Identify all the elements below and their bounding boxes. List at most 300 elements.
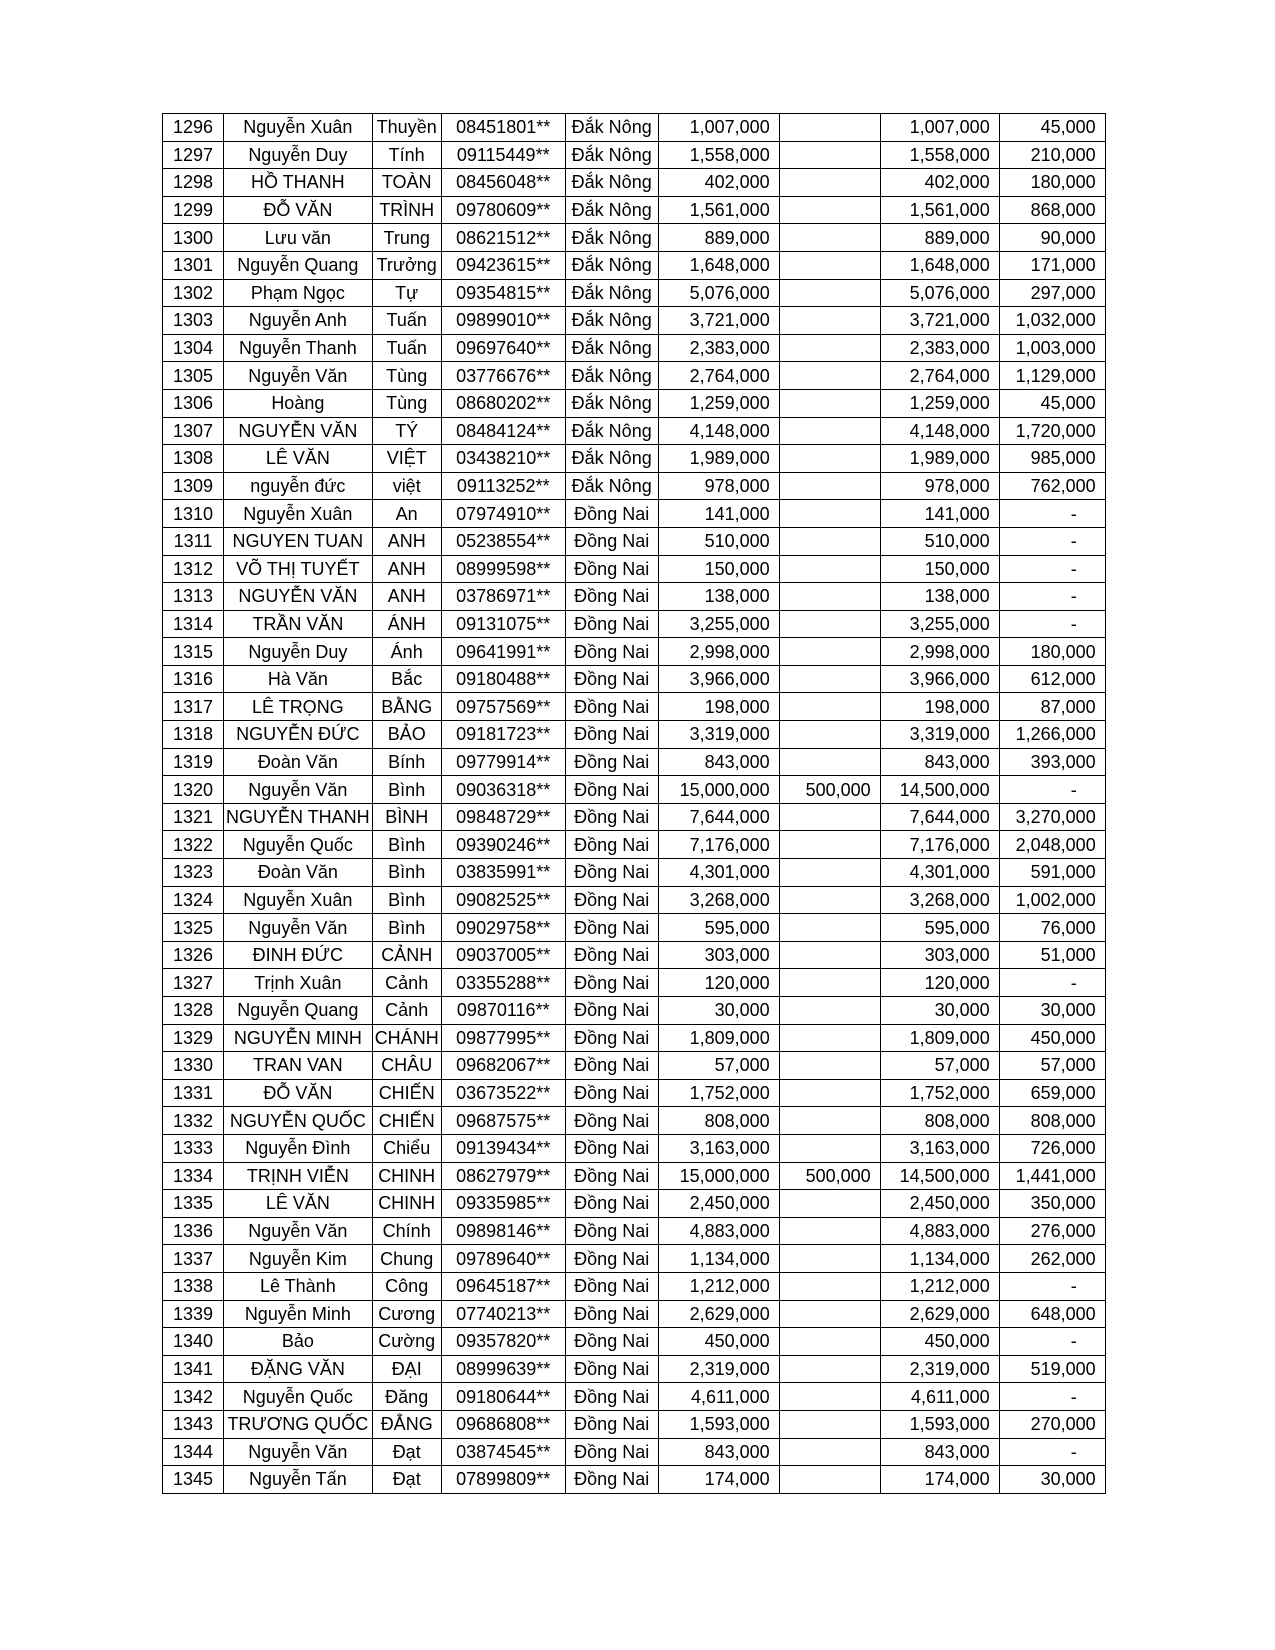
cell-net-amount: 843,000 [880,748,999,776]
cell-net-amount: 1,007,000 [880,114,999,142]
cell-family-middle-name: Nguyễn Văn [224,362,373,390]
cell-row-number: 1339 [163,1300,224,1328]
cell-net-amount: 1,558,000 [880,141,999,169]
cell-phone-number: 09779914** [441,748,565,776]
cell-deduction [779,1410,880,1438]
cell-balance: 519,000 [999,1355,1105,1383]
cell-deduction [779,1438,880,1466]
cell-balance: 1,129,000 [999,362,1105,390]
cell-amount: 4,301,000 [658,859,779,887]
cell-province: Đắk Nông [565,196,658,224]
cell-deduction [779,1079,880,1107]
cell-family-middle-name: Nguyễn Tấn [224,1466,373,1494]
cell-phone-number: 09697640** [441,334,565,362]
cell-net-amount: 2,998,000 [880,638,999,666]
cell-deduction [779,831,880,859]
cell-province: Đồng Nai [565,914,658,942]
cell-given-name: Chính [372,1217,441,1245]
cell-family-middle-name: Trịnh Xuân [224,969,373,997]
cell-balance: 659,000 [999,1079,1105,1107]
cell-row-number: 1335 [163,1190,224,1218]
cell-net-amount: 2,319,000 [880,1355,999,1383]
cell-balance: 1,032,000 [999,307,1105,335]
cell-family-middle-name: Nguyễn Văn [224,776,373,804]
cell-phone-number: 08484124** [441,417,565,445]
cell-given-name: việt [372,472,441,500]
cell-province: Đồng Nai [565,1052,658,1080]
cell-family-middle-name: TRAN VAN [224,1052,373,1080]
cell-given-name: CHIẾN [372,1079,441,1107]
cell-net-amount: 510,000 [880,527,999,555]
cell-family-middle-name: Đoàn Văn [224,859,373,887]
cell-net-amount: 978,000 [880,472,999,500]
cell-given-name: CHÁNH [372,1024,441,1052]
cell-phone-number: 08627979** [441,1162,565,1190]
cell-net-amount: 595,000 [880,914,999,942]
cell-net-amount: 843,000 [880,1438,999,1466]
cell-phone-number: 09686808** [441,1410,565,1438]
cell-amount: 2,319,000 [658,1355,779,1383]
table-row [163,638,1106,666]
cell-row-number: 1340 [163,1328,224,1356]
table-row [163,1079,1106,1107]
cell-amount: 1,212,000 [658,1272,779,1300]
cell-net-amount: 57,000 [880,1052,999,1080]
cell-amount: 3,268,000 [658,886,779,914]
cell-amount: 595,000 [658,914,779,942]
table-row [163,334,1106,362]
cell-phone-number: 03786971** [441,583,565,611]
cell-deduction [779,1466,880,1494]
cell-deduction [779,472,880,500]
cell-province: Đồng Nai [565,610,658,638]
cell-row-number: 1306 [163,389,224,417]
cell-phone-number: 09390246** [441,831,565,859]
cell-balance: 45,000 [999,114,1105,142]
cell-balance: 726,000 [999,1134,1105,1162]
table-row [163,362,1106,390]
table-row [163,969,1106,997]
table-row [163,1272,1106,1300]
cell-province: Đồng Nai [565,693,658,721]
cell-given-name: Cương [372,1300,441,1328]
cell-balance: 276,000 [999,1217,1105,1245]
table-row [163,1134,1106,1162]
cell-amount: 2,764,000 [658,362,779,390]
cell-phone-number: 03438210** [441,445,565,473]
cell-amount: 1,259,000 [658,389,779,417]
cell-amount: 2,629,000 [658,1300,779,1328]
cell-row-number: 1298 [163,169,224,197]
cell-given-name: Cảnh [372,969,441,997]
cell-amount: 402,000 [658,169,779,197]
cell-deduction [779,1052,880,1080]
cell-net-amount: 3,255,000 [880,610,999,638]
cell-phone-number: 09848729** [441,803,565,831]
cell-phone-number: 09877995** [441,1024,565,1052]
cell-amount: 4,148,000 [658,417,779,445]
cell-family-middle-name: Nguyễn Văn [224,1438,373,1466]
cell-row-number: 1311 [163,527,224,555]
cell-family-middle-name: nguyễn đức [224,472,373,500]
cell-province: Đắk Nông [565,279,658,307]
cell-province: Đồng Nai [565,1410,658,1438]
cell-deduction [779,638,880,666]
cell-balance: 57,000 [999,1052,1105,1080]
table-row [163,886,1106,914]
cell-deduction [779,941,880,969]
cell-family-middle-name: Nguyễn Xuân [224,114,373,142]
cell-deduction [779,1024,880,1052]
cell-province: Đắk Nông [565,389,658,417]
cell-net-amount: 7,644,000 [880,803,999,831]
cell-row-number: 1330 [163,1052,224,1080]
cell-net-amount: 3,163,000 [880,1134,999,1162]
cell-row-number: 1342 [163,1383,224,1411]
cell-amount: 1,752,000 [658,1079,779,1107]
table-row [163,196,1106,224]
cell-phone-number: 09335985** [441,1190,565,1218]
cell-phone-number: 09789640** [441,1245,565,1273]
cell-deduction [779,1245,880,1273]
cell-family-middle-name: NGUYỄN ĐỨC [224,721,373,749]
cell-family-middle-name: TRƯƠNG QUỐC [224,1410,373,1438]
cell-given-name: Thuyền [372,114,441,142]
table-row [163,1383,1106,1411]
cell-net-amount: 1,259,000 [880,389,999,417]
cell-row-number: 1316 [163,665,224,693]
cell-family-middle-name: LÊ VĂN [224,445,373,473]
cell-net-amount: 1,212,000 [880,1272,999,1300]
cell-amount: 4,611,000 [658,1383,779,1411]
cell-balance: 450,000 [999,1024,1105,1052]
table-row [163,555,1106,583]
cell-phone-number: 09139434** [441,1134,565,1162]
cell-phone-number: 09898146** [441,1217,565,1245]
cell-province: Đồng Nai [565,527,658,555]
cell-net-amount: 1,648,000 [880,251,999,279]
cell-given-name: BÌNH [372,803,441,831]
cell-amount: 3,721,000 [658,307,779,335]
cell-net-amount: 4,883,000 [880,1217,999,1245]
cell-net-amount: 138,000 [880,583,999,611]
cell-phone-number: 08451801** [441,114,565,142]
cell-given-name: An [372,500,441,528]
table-row [163,721,1106,749]
cell-net-amount: 120,000 [880,969,999,997]
cell-amount: 1,134,000 [658,1245,779,1273]
cell-amount: 15,000,000 [658,1162,779,1190]
cell-row-number: 1315 [163,638,224,666]
cell-family-middle-name: TRẦN VĂN [224,610,373,638]
cell-family-middle-name: Bảo [224,1328,373,1356]
cell-phone-number: 08999639** [441,1355,565,1383]
cell-amount: 889,000 [658,224,779,252]
cell-province: Đồng Nai [565,500,658,528]
cell-province: Đồng Nai [565,583,658,611]
cell-amount: 450,000 [658,1328,779,1356]
cell-province: Đồng Nai [565,721,658,749]
cell-phone-number: 05238554** [441,527,565,555]
cell-province: Đắk Nông [565,141,658,169]
table-row [163,1024,1106,1052]
cell-row-number: 1333 [163,1134,224,1162]
cell-net-amount: 402,000 [880,169,999,197]
table-row [163,307,1106,335]
cell-family-middle-name: Nguyễn Duy [224,141,373,169]
cell-amount: 1,648,000 [658,251,779,279]
cell-deduction [779,803,880,831]
cell-balance: 868,000 [999,196,1105,224]
cell-family-middle-name: Lưu văn [224,224,373,252]
cell-amount: 57,000 [658,1052,779,1080]
cell-balance: 297,000 [999,279,1105,307]
cell-net-amount: 4,301,000 [880,859,999,887]
cell-family-middle-name: Nguyễn Văn [224,1217,373,1245]
cell-deduction [779,969,880,997]
cell-deduction [779,1355,880,1383]
cell-net-amount: 4,148,000 [880,417,999,445]
cell-balance: 808,000 [999,1107,1105,1135]
cell-deduction [779,721,880,749]
cell-family-middle-name: NGUYỄN THANH [224,803,373,831]
cell-family-middle-name: Nguyễn Đình [224,1134,373,1162]
cell-net-amount: 174,000 [880,1466,999,1494]
cell-net-amount: 1,989,000 [880,445,999,473]
cell-given-name: Bình [372,831,441,859]
cell-row-number: 1299 [163,196,224,224]
cell-given-name: ANH [372,527,441,555]
cell-province: Đồng Nai [565,1079,658,1107]
cell-balance: - [999,555,1105,583]
cell-row-number: 1327 [163,969,224,997]
cell-family-middle-name: Phạm Ngọc [224,279,373,307]
cell-deduction [779,114,880,142]
cell-net-amount: 1,561,000 [880,196,999,224]
cell-phone-number: 07974910** [441,500,565,528]
cell-phone-number: 09131075** [441,610,565,638]
cell-row-number: 1317 [163,693,224,721]
cell-amount: 1,007,000 [658,114,779,142]
table-row [163,1300,1106,1328]
cell-amount: 150,000 [658,555,779,583]
cell-balance: 210,000 [999,141,1105,169]
table-row [163,941,1106,969]
cell-province: Đồng Nai [565,1217,658,1245]
cell-given-name: ÁNH [372,610,441,638]
cell-amount: 978,000 [658,472,779,500]
cell-province: Đồng Nai [565,803,658,831]
cell-province: Đắk Nông [565,169,658,197]
cell-net-amount: 198,000 [880,693,999,721]
cell-net-amount: 2,629,000 [880,1300,999,1328]
cell-given-name: BẰNG [372,693,441,721]
cell-given-name: ĐẲNG [372,1410,441,1438]
cell-family-middle-name: ĐỖ VĂN [224,1079,373,1107]
cell-row-number: 1307 [163,417,224,445]
cell-given-name: Tùng [372,389,441,417]
cell-phone-number: 09082525** [441,886,565,914]
cell-given-name: Tính [372,141,441,169]
cell-given-name: Chung [372,1245,441,1273]
cell-row-number: 1309 [163,472,224,500]
cell-deduction [779,279,880,307]
table-row [163,610,1106,638]
cell-given-name: BẢO [372,721,441,749]
cell-balance: 591,000 [999,859,1105,887]
cell-phone-number: 09870116** [441,997,565,1025]
cell-province: Đồng Nai [565,776,658,804]
cell-deduction [779,859,880,887]
cell-family-middle-name: Lê Thành [224,1272,373,1300]
cell-amount: 843,000 [658,1438,779,1466]
cell-phone-number: 03673522** [441,1079,565,1107]
cell-row-number: 1304 [163,334,224,362]
cell-amount: 198,000 [658,693,779,721]
table-row [163,1466,1106,1494]
cell-given-name: Bình [372,859,441,887]
cell-balance: 2,048,000 [999,831,1105,859]
cell-balance: 90,000 [999,224,1105,252]
cell-deduction [779,417,880,445]
cell-row-number: 1297 [163,141,224,169]
cell-deduction [779,389,880,417]
cell-balance: 648,000 [999,1300,1105,1328]
cell-family-middle-name: Đoàn Văn [224,748,373,776]
cell-balance: 270,000 [999,1410,1105,1438]
table-row [163,114,1106,142]
cell-phone-number: 08680202** [441,389,565,417]
cell-net-amount: 3,319,000 [880,721,999,749]
cell-net-amount: 3,721,000 [880,307,999,335]
cell-province: Đắk Nông [565,417,658,445]
cell-row-number: 1324 [163,886,224,914]
table-row [163,1162,1106,1190]
cell-amount: 7,176,000 [658,831,779,859]
cell-given-name: Công [372,1272,441,1300]
cell-deduction [779,1134,880,1162]
cell-deduction [779,693,880,721]
cell-family-middle-name: Nguyễn Văn [224,914,373,942]
cell-province: Đồng Nai [565,638,658,666]
cell-amount: 843,000 [658,748,779,776]
cell-deduction [779,1383,880,1411]
cell-family-middle-name: Nguyễn Thanh [224,334,373,362]
cell-amount: 7,644,000 [658,803,779,831]
cell-balance: 1,003,000 [999,334,1105,362]
cell-province: Đồng Nai [565,1355,658,1383]
cell-given-name: Cường [372,1328,441,1356]
cell-balance: 393,000 [999,748,1105,776]
cell-province: Đồng Nai [565,1107,658,1135]
cell-balance: 1,720,000 [999,417,1105,445]
cell-given-name: ĐẠI [372,1355,441,1383]
cell-family-middle-name: VÕ THỊ TUYẾT [224,555,373,583]
table-row [163,914,1106,942]
cell-row-number: 1344 [163,1438,224,1466]
cell-deduction [779,1107,880,1135]
cell-deduction [779,748,880,776]
cell-row-number: 1329 [163,1024,224,1052]
cell-phone-number: 09115449** [441,141,565,169]
cell-given-name: ANH [372,555,441,583]
cell-phone-number: 09113252** [441,472,565,500]
cell-phone-number: 03355288** [441,969,565,997]
cell-phone-number: 03835991** [441,859,565,887]
cell-row-number: 1345 [163,1466,224,1494]
cell-phone-number: 09780609** [441,196,565,224]
table-row [163,831,1106,859]
cell-row-number: 1334 [163,1162,224,1190]
cell-balance: - [999,610,1105,638]
cell-deduction [779,445,880,473]
cell-balance: - [999,1438,1105,1466]
cell-given-name: CHIẾN [372,1107,441,1135]
table-row [163,141,1106,169]
cell-amount: 2,383,000 [658,334,779,362]
cell-province: Đồng Nai [565,1466,658,1494]
cell-phone-number: 08456048** [441,169,565,197]
cell-row-number: 1336 [163,1217,224,1245]
cell-row-number: 1328 [163,997,224,1025]
cell-given-name: Chiểu [372,1134,441,1162]
cell-net-amount: 303,000 [880,941,999,969]
cell-province: Đồng Nai [565,1272,658,1300]
cell-phone-number: 09645187** [441,1272,565,1300]
cell-given-name: Bắc [372,665,441,693]
cell-family-middle-name: TRỊNH VIỄN [224,1162,373,1190]
cell-province: Đắk Nông [565,334,658,362]
cell-row-number: 1301 [163,251,224,279]
table-row [163,279,1106,307]
cell-balance: - [999,1383,1105,1411]
table-row [163,997,1106,1025]
cell-family-middle-name: HỒ THANH [224,169,373,197]
cell-deduction [779,527,880,555]
cell-family-middle-name: Nguyễn Quang [224,997,373,1025]
cell-row-number: 1310 [163,500,224,528]
cell-family-middle-name: LÊ TRỌNG [224,693,373,721]
cell-deduction [779,610,880,638]
cell-row-number: 1312 [163,555,224,583]
cell-province: Đắk Nông [565,472,658,500]
cell-deduction [779,1272,880,1300]
cell-deduction [779,141,880,169]
cell-amount: 5,076,000 [658,279,779,307]
cell-deduction: 500,000 [779,776,880,804]
cell-balance: 87,000 [999,693,1105,721]
table-row [163,1410,1106,1438]
cell-province: Đồng Nai [565,1134,658,1162]
cell-balance: 45,000 [999,389,1105,417]
table-body [163,114,1106,1494]
cell-balance: - [999,500,1105,528]
cell-phone-number: 09682067** [441,1052,565,1080]
cell-province: Đồng Nai [565,941,658,969]
table-row [163,803,1106,831]
cell-family-middle-name: Nguyễn Xuân [224,886,373,914]
cell-given-name: VIỆT [372,445,441,473]
table-row [163,748,1106,776]
cell-phone-number: 09036318** [441,776,565,804]
cell-amount: 2,998,000 [658,638,779,666]
cell-net-amount: 3,268,000 [880,886,999,914]
table-row [163,445,1106,473]
cell-province: Đắk Nông [565,224,658,252]
cell-row-number: 1325 [163,914,224,942]
cell-row-number: 1318 [163,721,224,749]
cell-province: Đắk Nông [565,445,658,473]
